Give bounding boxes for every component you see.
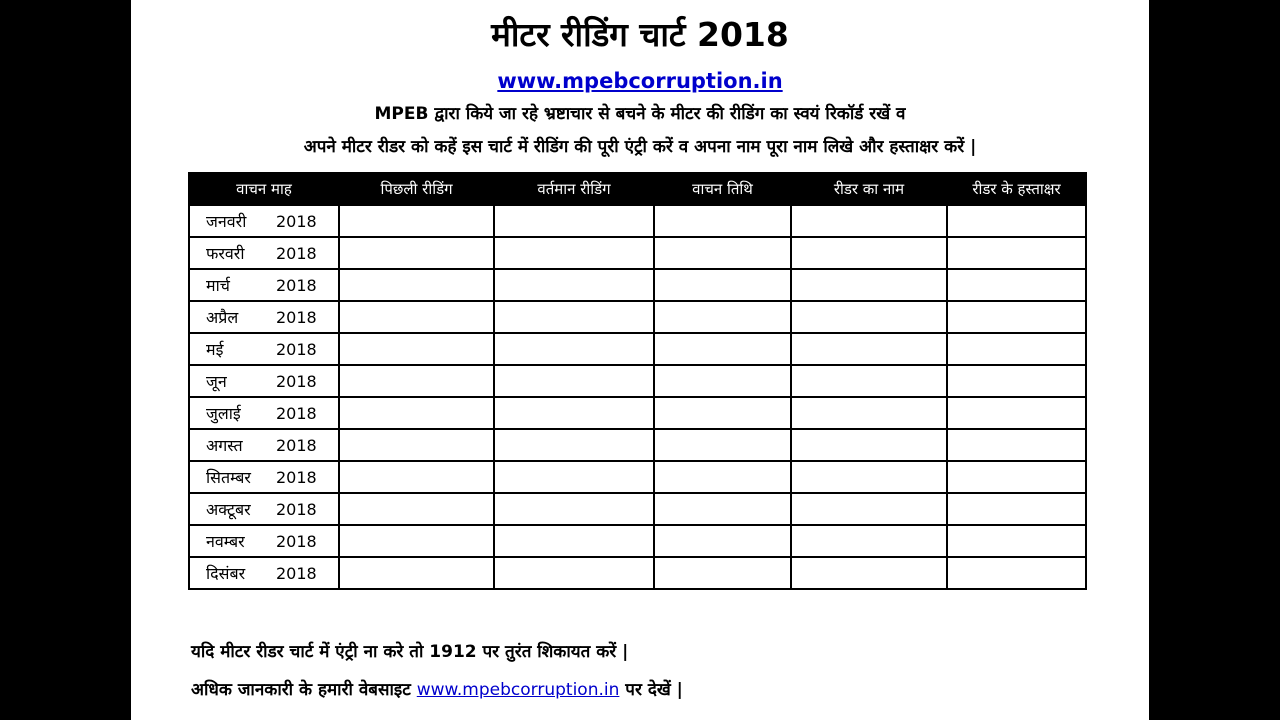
month-year: 2018 — [276, 244, 317, 263]
info-suffix: पर देखें | — [625, 680, 683, 700]
reading-date-cell[interactable] — [654, 429, 791, 461]
month-name: जून — [206, 372, 227, 391]
current-reading-cell[interactable] — [494, 493, 654, 525]
month-cell — [189, 237, 339, 269]
reader-signature-cell[interactable] — [947, 301, 1086, 333]
current-reading-cell[interactable] — [494, 205, 654, 237]
month-name: अप्रैल — [206, 308, 239, 327]
month-year: 2018 — [276, 500, 317, 519]
header-current-reading: वर्तमान रीडिंग — [494, 173, 654, 205]
previous-reading-cell[interactable] — [339, 525, 494, 557]
table-row — [189, 557, 1086, 589]
reader-signature-cell[interactable] — [947, 461, 1086, 493]
header-previous-reading: पिछली रीडिंग — [339, 173, 494, 205]
table-row — [189, 461, 1086, 493]
table-row — [189, 301, 1086, 333]
reader-signature-cell[interactable] — [947, 269, 1086, 301]
month-name: नवम्बर — [206, 532, 245, 551]
reader-name-cell[interactable] — [791, 429, 947, 461]
month-cell — [189, 429, 339, 461]
month-year: 2018 — [276, 212, 317, 231]
footer-website-link[interactable]: www.mpebcorruption.in — [416, 680, 620, 700]
current-reading-cell[interactable] — [494, 397, 654, 429]
reader-signature-cell[interactable] — [947, 237, 1086, 269]
reader-signature-cell[interactable] — [947, 493, 1086, 525]
table-row — [189, 365, 1086, 397]
month-cell — [189, 461, 339, 493]
reading-date-cell[interactable] — [654, 557, 791, 589]
month-year: 2018 — [276, 404, 317, 423]
current-reading-cell[interactable] — [494, 429, 654, 461]
table-row — [189, 205, 1086, 237]
reader-name-cell[interactable] — [791, 237, 947, 269]
month-name: दिसंबर — [206, 564, 246, 583]
current-reading-cell[interactable] — [494, 333, 654, 365]
current-reading-cell[interactable] — [494, 301, 654, 333]
page-title: मीटर रीडिंग चार्ट 2018 — [491, 15, 789, 54]
reading-date-cell[interactable] — [654, 205, 791, 237]
reader-name-cell[interactable] — [791, 269, 947, 301]
month-cell — [189, 205, 339, 237]
month-name: फरवरी — [206, 244, 245, 263]
month-year: 2018 — [276, 340, 317, 359]
month-year: 2018 — [276, 468, 317, 487]
current-reading-cell[interactable] — [494, 557, 654, 589]
meter-reading-table — [188, 172, 1087, 590]
month-year: 2018 — [276, 276, 317, 295]
month-name: मई — [206, 340, 224, 359]
reading-date-cell[interactable] — [654, 397, 791, 429]
month-year: 2018 — [276, 564, 317, 583]
reading-date-cell[interactable] — [654, 493, 791, 525]
complaint-note: यदि मीटर रीडर चार्ट में एंट्री ना करे तो 1912 पर तुरंत शिकायत करें | — [191, 642, 629, 662]
current-reading-cell[interactable] — [494, 237, 654, 269]
reading-date-cell[interactable] — [654, 365, 791, 397]
current-reading-cell[interactable] — [494, 269, 654, 301]
previous-reading-cell[interactable] — [339, 429, 494, 461]
table-row — [189, 525, 1086, 557]
reader-signature-cell[interactable] — [947, 205, 1086, 237]
month-cell — [189, 525, 339, 557]
previous-reading-cell[interactable] — [339, 269, 494, 301]
reading-date-cell[interactable] — [654, 269, 791, 301]
reader-name-cell[interactable] — [791, 397, 947, 429]
current-reading-cell[interactable] — [494, 525, 654, 557]
previous-reading-cell[interactable] — [339, 333, 494, 365]
previous-reading-cell[interactable] — [339, 205, 494, 237]
table-row — [189, 429, 1086, 461]
month-cell — [189, 493, 339, 525]
month-name: मार्च — [206, 276, 230, 295]
reader-name-cell[interactable] — [791, 493, 947, 525]
reader-signature-cell[interactable] — [947, 525, 1086, 557]
table-header-row — [189, 173, 1086, 205]
table-row — [189, 269, 1086, 301]
reading-date-cell[interactable] — [654, 301, 791, 333]
current-reading-cell[interactable] — [494, 365, 654, 397]
month-year: 2018 — [276, 372, 317, 391]
reading-date-cell[interactable] — [654, 237, 791, 269]
month-name: सितम्बर — [206, 468, 251, 487]
reading-date-cell[interactable] — [654, 333, 791, 365]
month-year: 2018 — [276, 436, 317, 455]
reader-signature-cell[interactable] — [947, 397, 1086, 429]
website-heading — [131, 66, 1149, 96]
reader-name-cell[interactable] — [791, 525, 947, 557]
info-prefix: अधिक जानकारी के हमारी वेबसाइट — [191, 680, 411, 700]
header-reading-month: वाचन माह — [189, 173, 339, 205]
month-cell — [189, 333, 339, 365]
month-year: 2018 — [276, 532, 317, 551]
info-note — [191, 676, 683, 704]
reader-signature-cell[interactable] — [947, 365, 1086, 397]
month-name: जनवरी — [206, 212, 247, 231]
month-cell — [189, 269, 339, 301]
document-page — [131, 0, 1149, 720]
reading-date-cell[interactable] — [654, 525, 791, 557]
previous-reading-cell[interactable] — [339, 493, 494, 525]
month-name: अगस्त — [206, 436, 243, 455]
reader-name-cell[interactable] — [791, 301, 947, 333]
reading-date-cell[interactable] — [654, 461, 791, 493]
reader-name-cell[interactable] — [791, 333, 947, 365]
previous-reading-cell[interactable] — [339, 237, 494, 269]
reader-name-cell[interactable] — [791, 365, 947, 397]
month-name: जुलाई — [206, 404, 241, 423]
month-cell — [189, 557, 339, 589]
month-cell — [189, 397, 339, 429]
previous-reading-cell[interactable] — [339, 461, 494, 493]
table-row — [189, 333, 1086, 365]
reader-signature-cell[interactable] — [947, 333, 1086, 365]
header-reader-name: रीडर का नाम — [791, 173, 947, 205]
table-row — [189, 397, 1086, 429]
current-reading-cell[interactable] — [494, 461, 654, 493]
previous-reading-cell[interactable] — [339, 557, 494, 589]
previous-reading-cell[interactable] — [339, 301, 494, 333]
month-cell — [189, 301, 339, 333]
month-name: अक्टूबर — [206, 500, 251, 519]
month-year: 2018 — [276, 308, 317, 327]
table-row — [189, 237, 1086, 269]
reader-signature-cell[interactable] — [947, 429, 1086, 461]
reader-signature-cell[interactable] — [947, 557, 1086, 589]
table-body — [189, 205, 1086, 589]
month-cell — [189, 365, 339, 397]
intro-line-2: अपने मीटर रीडर को कहें इस चार्ट में रीडिंग की पूरी एंट्री करें व अपना नाम पूरा नाम लिखे और हस्ताक्षर करें | — [303, 137, 977, 157]
previous-reading-cell[interactable] — [339, 365, 494, 397]
reader-name-cell[interactable] — [791, 205, 947, 237]
reader-name-cell[interactable] — [791, 557, 947, 589]
reader-name-cell[interactable] — [791, 461, 947, 493]
intro-line-1: MPEB द्वारा किये जा रहे भ्रष्टाचार से बचने के मीटर की रीडिंग का स्वयं रिकॉर्ड रखें व — [374, 104, 906, 124]
table-row — [189, 493, 1086, 525]
header-reader-signature: रीडर के हस्ताक्षर — [947, 173, 1086, 205]
previous-reading-cell[interactable] — [339, 397, 494, 429]
website-link[interactable]: www.mpebcorruption.in — [497, 69, 783, 93]
header-reading-date: वाचन तिथि — [654, 173, 791, 205]
